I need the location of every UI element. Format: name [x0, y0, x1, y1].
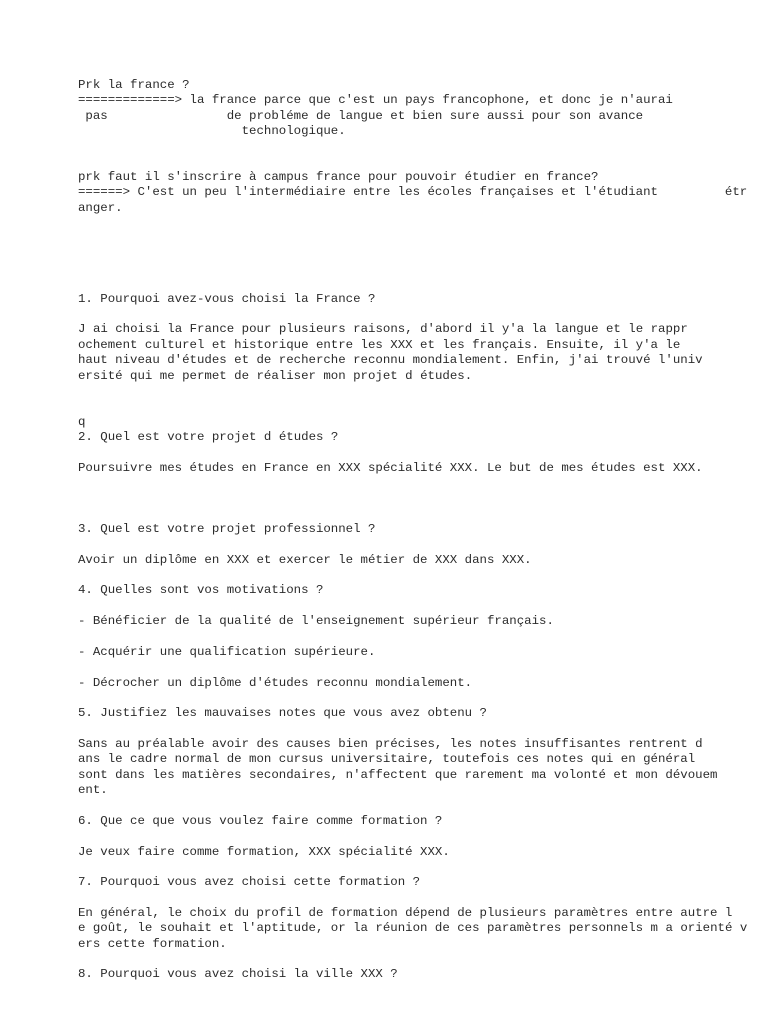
intro-question-1: Prk la france ? [78, 78, 190, 92]
question-6: 6. Que ce que vous voulez faire comme formation ? [78, 814, 443, 828]
answer-5-line-4: ent. [78, 783, 108, 797]
intro-answer-2-line-2: anger. [78, 201, 123, 215]
question-2: 2. Quel est votre projet détudes ? [78, 430, 339, 444]
question-3: 3. Quel est votre projet professionnel ? [78, 522, 376, 536]
answer-6: Je veux faire comme formation, XXX spécialité XXX. [78, 845, 450, 859]
question-5: 5. Justifiez les mauvaises notes que vous avez obtenu ? [78, 706, 487, 720]
answer-1-line-4: ersité qui me permet de réaliser mon projet détudes. [78, 369, 473, 383]
answer-1-line-1: Jai choisi la France pour plusieurs raisons, d'abord il y'a la langue et le rappr [78, 322, 688, 336]
intro-question-2: prk faut il s'inscrire à campus france pour pouvoir étudier en france? [78, 170, 599, 184]
answer-1-line-3: haut niveau d'études et de recherche reconnu mondialement. Enfin, j'ai trouvé l'univ [78, 353, 703, 367]
intro-answer-1-line-1: =============> la france parce que c'est un pays francophone, et donc je n'aurai [78, 93, 673, 107]
answer-3: Avoir un diplôme en XXX et exercer le métier de XXX dans XXX. [78, 553, 532, 567]
intro-answer-1-line-2: pas de probléme de langue et bien sure aussi pour son avance [78, 109, 644, 123]
intro-answer-2-line-1: ======> C'est un peu l'intermédiaire entre les écoles françaises et l'étudiant étr [78, 185, 748, 199]
answer-5-line-1: Sans au préalable avoir des causes bien précises, les notes insuffisantes rentrent d [78, 737, 703, 751]
question-1: 1. Pourquoi avez-vous choisi la France ? [78, 292, 376, 306]
question-8: 8. Pourquoi vous avez choisi la ville XXX ? [78, 967, 398, 981]
answer-7-line-2: e goût, le souhait et l'aptitude, or la réunion de ces paramètres personnels ma orienté v [78, 921, 748, 935]
answer-7-line-3: ers cette formation. [78, 937, 227, 951]
intro-answer-1-line-3: technologique. [78, 124, 346, 138]
answer-2: Poursuivre mes études en France en XXX spécialité XXX. Le but de mes études est XXX. [78, 461, 703, 475]
answer-4-item-1: - Bénéficier de la qualité de l'enseignement supérieur français. [78, 614, 554, 628]
answer-4-item-2: - Acquérir une qualification supérieure. [78, 645, 376, 659]
stray-character: q [78, 415, 86, 429]
answer-5-line-2: ans le cadre normal de mon cursus universitaire, toutefois ces notes qui en général [78, 752, 696, 766]
answer-4-item-3: - Décrocher un diplôme d'études reconnu mondialement. [78, 676, 473, 690]
answer-5-line-3: sont dans les matières secondaires, n'affectent que rarement ma volonté et mon dévouem [78, 768, 718, 782]
question-4: 4. Quelles sont vos motivations ? [78, 583, 324, 597]
question-7: 7. Pourquoi vous avez choisi cette formation ? [78, 875, 421, 889]
answer-7-line-1: En général, le choix du profil de formation dépend de plusieurs paramètres entre autre l [78, 906, 733, 920]
answer-1-line-2: ochement culturel et historique entre les XXX et les français. Ensuite, il y'a le [78, 338, 681, 352]
